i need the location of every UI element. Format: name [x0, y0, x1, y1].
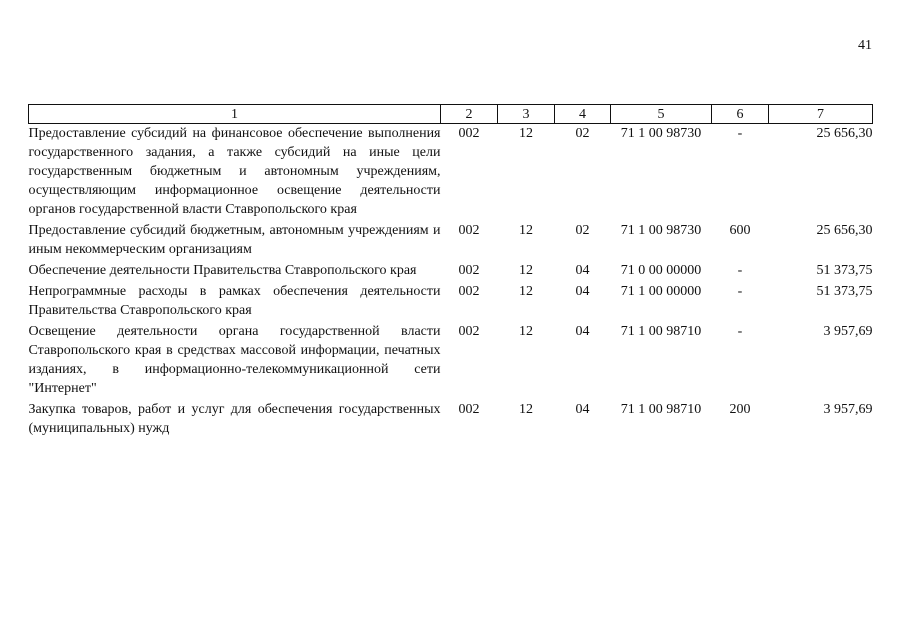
row-ministry: 002: [458, 263, 480, 278]
row-expense-type: -: [737, 126, 743, 141]
table-row: [29, 282, 873, 322]
row-section: 12: [519, 223, 533, 238]
row-target-article: 71 1 00 98710: [620, 324, 702, 339]
header-col-6: 6: [712, 105, 769, 124]
row-subsection: 04: [575, 402, 590, 417]
row-expense-type: -: [737, 263, 743, 278]
row-ministry: 002: [458, 324, 480, 339]
row-subsection: 04: [575, 263, 590, 278]
header-col-1: 1: [29, 105, 441, 124]
row-section: 12: [519, 284, 533, 299]
row-expense-type: -: [737, 324, 743, 339]
header-col-3: 3: [498, 105, 555, 124]
row-expense-type: -: [737, 284, 743, 299]
row-amount: 51 373,75: [816, 284, 873, 299]
row-section: 12: [519, 402, 533, 417]
row-section: 12: [519, 263, 533, 278]
row-ministry: 002: [458, 126, 480, 141]
row-subsection: 02: [575, 223, 590, 238]
row-amount: 25 656,30: [816, 223, 873, 238]
row-amount: 25 656,30: [816, 126, 873, 141]
row-amount: 3 957,69: [823, 324, 873, 339]
row-description: Закупка товаров, работ и услуг для обеспечения государственных (муниципальных) нужд: [28, 402, 441, 436]
row-section: 12: [519, 126, 533, 141]
row-section: 12: [519, 324, 533, 339]
table-row: [29, 400, 873, 440]
row-ministry: 002: [458, 284, 480, 299]
row-subsection: 04: [575, 324, 590, 339]
header-row: [29, 105, 873, 124]
row-target-article: 71 1 00 98710: [620, 402, 702, 417]
table-row: [29, 261, 873, 282]
row-expense-type: 200: [729, 402, 751, 417]
header-col-7: 7: [769, 105, 873, 124]
row-description: Обеспечение деятельности Правительства Ставропольского края: [28, 263, 417, 278]
table-row: [29, 124, 873, 222]
budget-table: [28, 104, 873, 440]
row-description: Непрограммные расходы в рамках обеспечения деятельности Правительства Ставропольского края: [28, 284, 441, 318]
row-target-article: 71 1 00 00000: [620, 284, 702, 299]
table-row: [29, 221, 873, 261]
row-subsection: 04: [575, 284, 590, 299]
row-ministry: 002: [458, 223, 480, 238]
page-number: 41: [858, 38, 872, 53]
table-row: [29, 322, 873, 400]
row-subsection: 02: [575, 126, 590, 141]
row-expense-type: 600: [729, 223, 751, 238]
row-target-article: 71 1 00 98730: [620, 126, 702, 141]
header-col-2: 2: [441, 105, 498, 124]
row-target-article: 71 1 00 98730: [620, 223, 702, 238]
header-col-5: 5: [611, 105, 712, 124]
row-amount: 51 373,75: [816, 263, 873, 278]
row-description: Освещение деятельности органа государственной власти Ставропольского края в средствах массовой информации, печатных изданиях, в информационно-телекоммуникационной сети "Интернет": [28, 324, 441, 396]
row-description: Предоставление субсидий бюджетным, автономным учреждениям и иным некоммерческим организациям: [28, 223, 441, 257]
header-col-4: 4: [555, 105, 611, 124]
row-target-article: 71 0 00 00000: [620, 263, 702, 278]
row-description: Предоставление субсидий на финансовое обеспечение выполнения государственного задания, а также субсидий на иные цели государственным бюджетным и автономным учреждениям, осуществляющим информационное освещение деятельности органов государственной власти Ставропольского края: [28, 126, 441, 217]
row-amount: 3 957,69: [823, 402, 873, 417]
row-ministry: 002: [458, 402, 480, 417]
